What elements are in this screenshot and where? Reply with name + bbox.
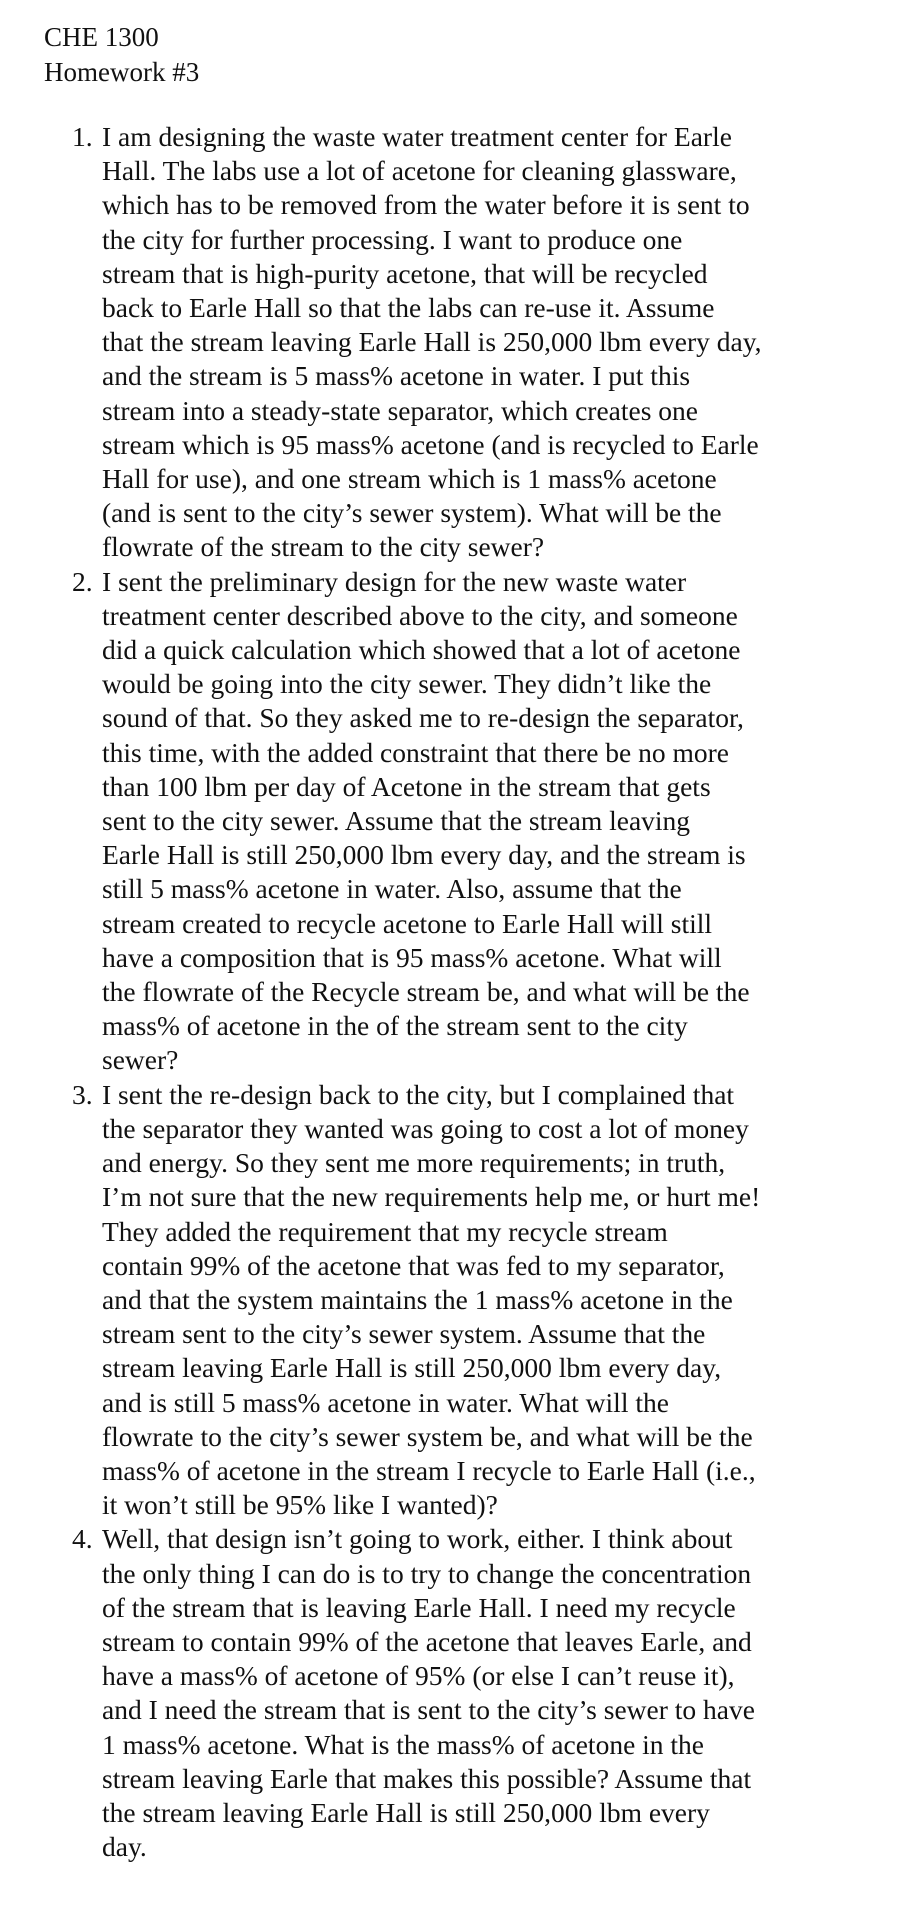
problem-text-line: still 5 mass% acetone in water. Also, assume that the — [102, 873, 682, 905]
problem-text-line: and that the system maintains the 1 mass% acetone in the — [102, 1283, 733, 1315]
problem-item — [72, 1078, 822, 1523]
problem-number: 4. — [72, 1523, 93, 1555]
problem-text-line: have a mass% of acetone of 95% (or else I can’t reuse it), — [102, 1660, 735, 1692]
problem-text-line: stream into a steady-state separator, which creates one — [102, 394, 699, 426]
problem-text-line: They added the requirement that my recycle stream — [102, 1215, 668, 1247]
problem-text-line: mass% of acetone in the of the stream sent to the city — [102, 1010, 688, 1042]
problem-text-line: and I need the stream that is sent to the city’s sewer to have — [102, 1694, 755, 1726]
problem-number: 1. — [72, 121, 93, 152]
problem-text-line: the city for further processing. I want to produce one — [102, 223, 683, 255]
assignment-title: Homework #3 — [44, 57, 200, 87]
problem-text-line: Well, that design isn’t going to work, either. I think about — [102, 1523, 733, 1555]
problem-text-line: I am designing the waste water treatment center for Earle — [102, 121, 732, 152]
problem-text-line: sound of that. So they asked me to re-design the separator, — [102, 702, 744, 734]
problem-text-line: the separator they wanted was going to cost a lot of money — [102, 1112, 749, 1144]
problem-item — [72, 1522, 822, 1864]
problem-number: 3. — [72, 1078, 93, 1110]
problem-text-line: treatment center described above to the city, and someone — [102, 599, 738, 631]
problem-text-line: flowrate to the city’s sewer system be, and what will be the — [102, 1420, 753, 1452]
problem-text-line: than 100 lbm per day of Acetone in the stream that gets — [102, 770, 711, 802]
problem-text-line: that the stream leaving Earle Hall is 250,000 lbm every day, — [102, 326, 762, 358]
problem-text-line: (and is sent to the city’s sewer system). What will be the — [102, 497, 722, 529]
problem-text-line: and energy. So they sent me more requirements; in truth, — [102, 1147, 726, 1179]
problem-text-line: stream that is high-purity acetone, that will be recycled — [102, 257, 708, 289]
problem-text-line: Earle Hall is still 250,000 lbm every day, and the stream is — [102, 839, 746, 871]
problem-text-line: did a quick calculation which showed that a lot of acetone — [102, 634, 741, 666]
problem-text-line: stream leaving Earle that makes this possible? Assume that — [102, 1762, 752, 1794]
problem-text-line: back to Earle Hall so that the labs can re-use it. Assume — [102, 292, 715, 324]
problem-text-line: mass% of acetone in the stream I recycle to Earle Hall (i.e., — [102, 1454, 756, 1486]
problem-text-line: the stream leaving Earle Hall is still 250,000 lbm every — [102, 1796, 710, 1828]
problem-text-line: I sent the preliminary design for the new waste water — [102, 565, 687, 597]
problem-text-line: stream created to recycle acetone to Earle Hall will still — [102, 907, 713, 939]
problem-text-line: which has to be removed from the water before it is sent to — [102, 189, 750, 221]
problem-text-line: stream which is 95 mass% acetone (and is recycled to Earle — [102, 428, 759, 460]
problem-text-line: this time, with the added constraint that there be no more — [102, 736, 729, 768]
problem-text-line: contain 99% of the acetone that was fed to my separator, — [102, 1249, 725, 1281]
problem-number: 2. — [72, 565, 93, 597]
problem-text-line: flowrate of the stream to the city sewer? — [102, 531, 545, 563]
problem-text-line: have a composition that is 95 mass% acetone. What will — [102, 941, 722, 973]
problem-text-line: stream leaving Earle Hall is still 250,000 lbm every day, — [102, 1352, 722, 1384]
problem-text-line: stream to contain 99% of the acetone that leaves Earle, and — [102, 1625, 752, 1657]
problem-text-line: the only thing I can do is to try to change the concentration — [102, 1557, 752, 1589]
problem-text-line: day. — [102, 1831, 147, 1863]
problem-item — [72, 565, 822, 1078]
problem-text-line: I’m not sure that the new requirements help me, or hurt me! — [102, 1181, 761, 1213]
problem-text-line: and the stream is 5 mass% acetone in water. I put this — [102, 360, 691, 392]
document-header — [44, 20, 199, 90]
problem-text-line: stream sent to the city’s sewer system. Assume that the — [102, 1318, 706, 1350]
problem-text-line: I sent the re-design back to the city, but I complained that — [102, 1078, 735, 1110]
problem-text-line: Hall. The labs use a lot of acetone for cleaning glassware, — [102, 155, 737, 187]
problem-text-line: Hall for use), and one stream which is 1 mass% acetone — [102, 463, 717, 495]
problem-text-line: of the stream that is leaving Earle Hall. I need my recycle — [102, 1591, 736, 1623]
problem-text-line: sent to the city sewer. Assume that the stream leaving — [102, 805, 691, 837]
problem-text-line: would be going into the city sewer. They didn’t like the — [102, 668, 712, 700]
problem-text-line: and is still 5 mass% acetone in water. What will the — [102, 1386, 669, 1418]
problem-text-line: the flowrate of the Recycle stream be, and what will be the — [102, 976, 750, 1008]
problem-list — [72, 120, 822, 1864]
problem-text-line: sewer? — [102, 1044, 179, 1076]
problem-text-line: 1 mass% acetone. What is the mass% of acetone in the — [102, 1728, 705, 1760]
problem-item — [72, 120, 822, 565]
course-code: CHE 1300 — [44, 22, 159, 52]
problem-text-line: it won’t still be 95% like I wanted)? — [102, 1489, 498, 1521]
